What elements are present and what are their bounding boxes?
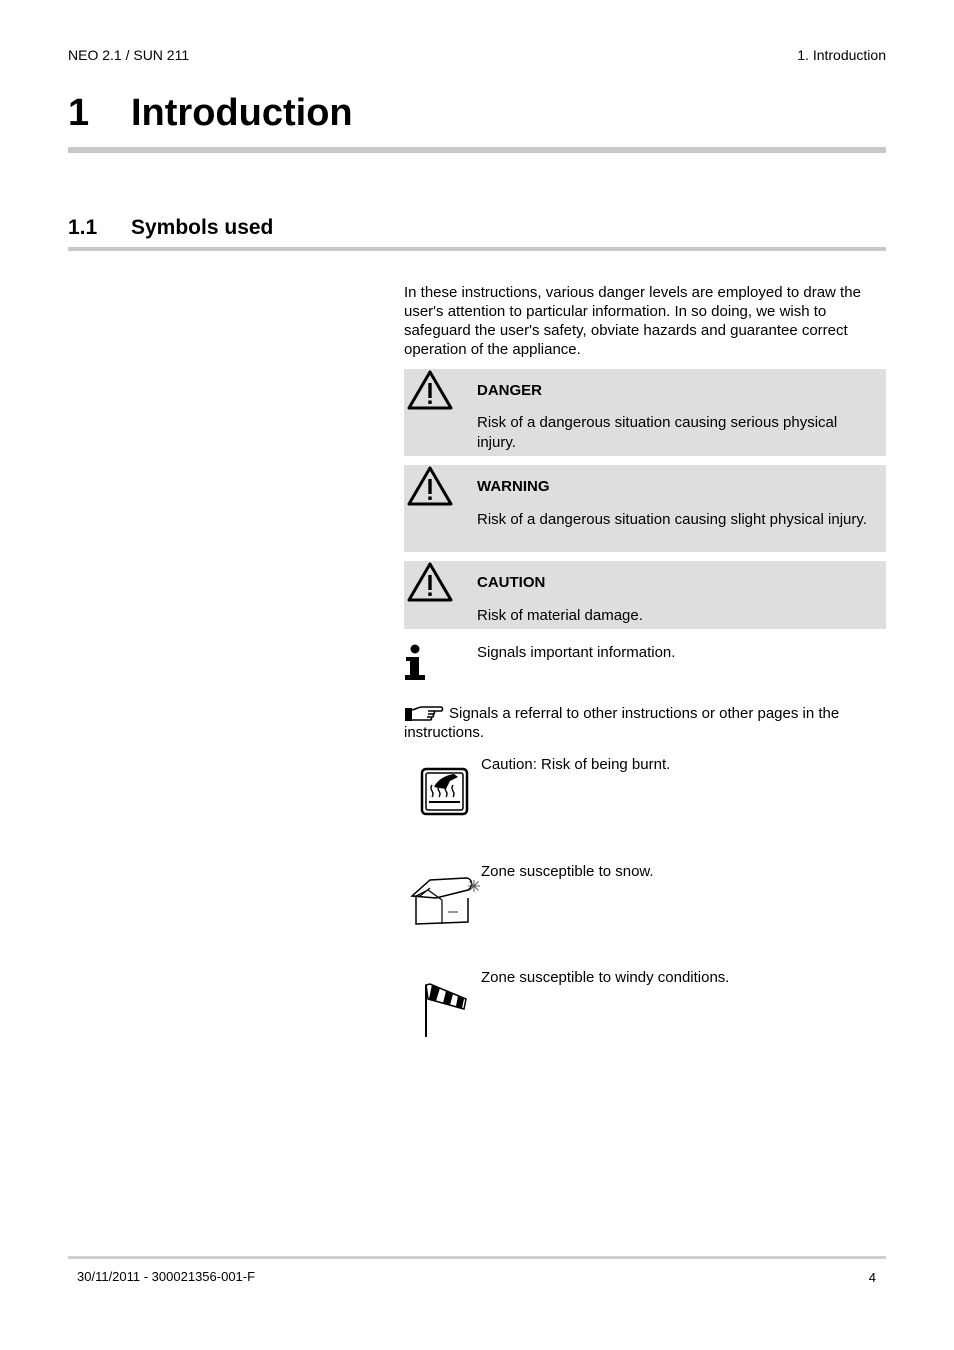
warning-triangle-icon [406,369,454,416]
notice-title: WARNING [477,478,550,495]
notice-caution [404,561,886,629]
notice-warning [404,465,886,552]
symbol-wind-text: Zone susceptible to windy conditions. [481,969,730,986]
section-title: Symbols used [131,216,274,239]
running-header-right: 1. Introduction [797,47,886,63]
chapter-title: Introduction [131,92,353,134]
intro-paragraph: In these instructions, various danger levels are employed to draw the user's attention to particular information. In so doing, we wish to safeguard the user's safety, obviate hazards and guarantee correct operation of the appliance. [404,284,861,358]
page-number: 4 [868,1270,876,1285]
section-divider [68,247,886,251]
running-header-left: NEO 2.1 / SUN 211 [68,47,190,63]
footer-doc-ref: 30/11/2011 - 300021356-001-F [77,1269,256,1284]
hot-surface-icon [420,767,470,822]
notice-title: CAUTION [477,574,546,591]
notice-text: Risk of material damage. [477,607,643,624]
info-icon [404,644,428,687]
notice-title: DANGER [477,382,543,399]
chapter-divider [68,147,886,153]
footer-divider [68,1256,886,1259]
windsock-icon [420,981,470,1044]
notice-text: Risk of a dangerous situation causing slight physical injury. [477,511,867,528]
warning-triangle-icon [406,561,454,608]
symbol-info-text: Signals important information. [477,644,676,661]
chapter-number: 1 [68,92,90,134]
symbol-referral-text: Signals a referral to other instructions or other pages in the instructions. [404,705,840,741]
snow-house-icon [406,874,484,935]
notice-text: Risk of a dangerous situation causing serious physical injury. [477,414,838,451]
symbol-burn-text: Caution: Risk of being burnt. [481,756,671,773]
symbol-snow-text: Zone susceptible to snow. [481,863,654,880]
section-number: 1.1 [68,216,98,239]
warning-triangle-icon [406,465,454,512]
notice-danger [404,369,886,456]
